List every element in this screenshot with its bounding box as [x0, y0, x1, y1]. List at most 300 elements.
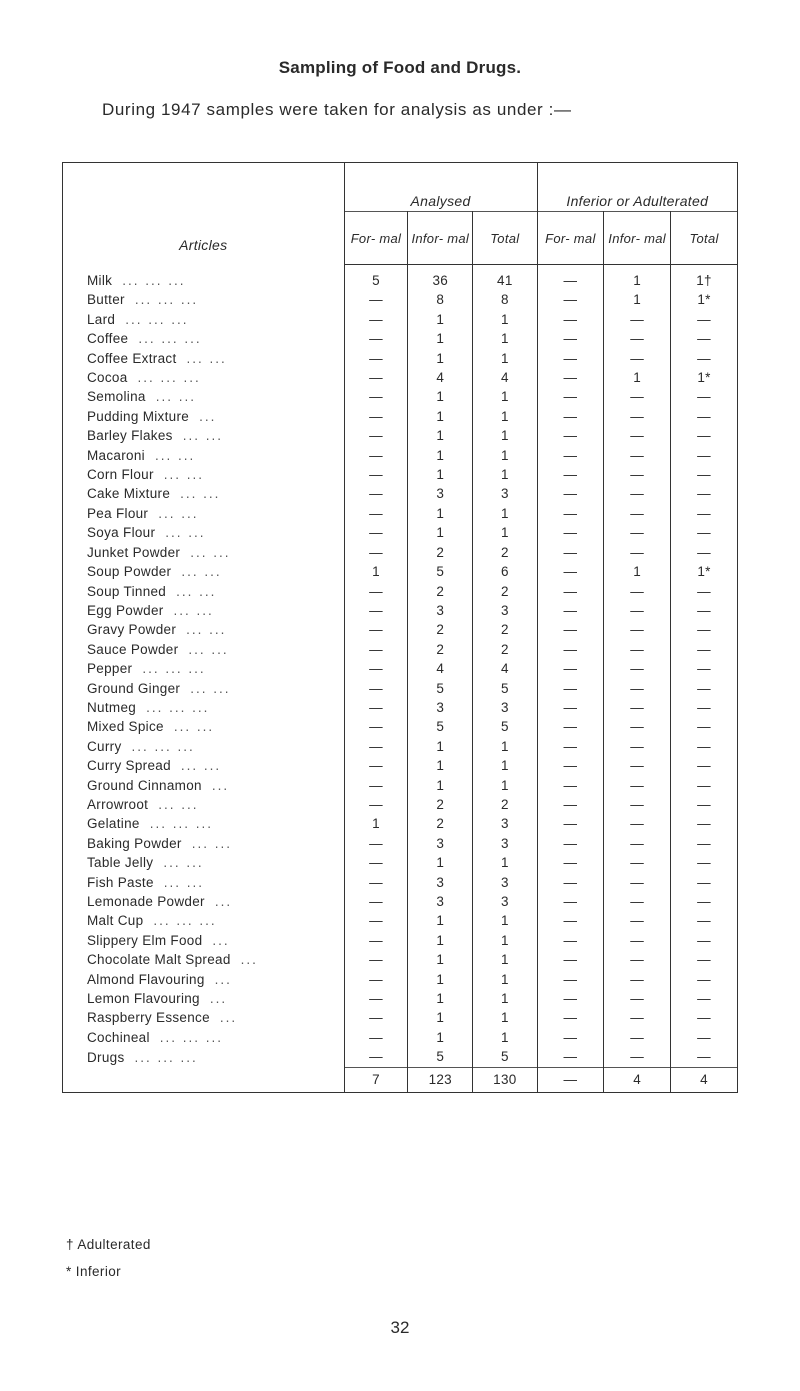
- cell-analysed-total: 5: [473, 717, 537, 736]
- leader-dots: ... ... ...: [125, 311, 189, 327]
- leader-dots: ... ... ...: [159, 1029, 224, 1045]
- cell-inferior-informal: —: [604, 426, 671, 445]
- cell-analysed-informal: 1: [408, 1028, 473, 1047]
- cell-inferior-informal: —: [604, 989, 671, 1008]
- article-cell: [63, 329, 345, 348]
- cell-analysed-informal: 1: [408, 853, 473, 872]
- article-name: Pudding Mixture: [87, 408, 190, 424]
- leader-dots: ... ...: [158, 505, 199, 521]
- header-inferior: Inferior or Adulterated: [537, 163, 737, 212]
- cell-analysed-total: 1: [473, 465, 537, 484]
- article-cell: [63, 1028, 345, 1047]
- cell-inferior-formal: —: [537, 873, 604, 892]
- article-cell: [63, 989, 345, 1008]
- article-name: Cochineal: [87, 1029, 150, 1045]
- cell-analysed-total: 1: [473, 310, 537, 329]
- page-title: Sampling of Food and Drugs.: [278, 58, 522, 77]
- cell-inferior-total: —: [671, 640, 738, 659]
- cell-analysed-formal: 1: [344, 814, 408, 833]
- article-name: Lemon Flavouring: [87, 991, 200, 1007]
- cell-analysed-informal: 1: [408, 989, 473, 1008]
- article-cell: [63, 659, 345, 678]
- cell-analysed-formal: —: [344, 640, 408, 659]
- leader-dots: ... ...: [154, 447, 196, 463]
- cell-analysed-total: 2: [473, 582, 537, 601]
- cell-inferior-formal: —: [537, 387, 604, 406]
- cell-analysed-informal: 5: [408, 679, 473, 698]
- cell-analysed-total: 2: [473, 620, 537, 639]
- header-analysed-informal: Infor- mal: [408, 212, 473, 265]
- leader-dots: ...: [211, 777, 230, 793]
- leader-dots: ... ...: [180, 486, 221, 502]
- total-inferior-total: 4: [671, 1067, 738, 1092]
- cell-analysed-total: 1: [473, 329, 537, 348]
- cell-inferior-informal: 1: [604, 265, 671, 291]
- cell-inferior-informal: —: [604, 601, 671, 620]
- table-row: [63, 679, 738, 698]
- cell-inferior-formal: —: [537, 446, 604, 465]
- cell-inferior-total: —: [671, 814, 738, 833]
- header-inferior-total: Total: [671, 212, 738, 265]
- cell-analysed-total: 41: [473, 265, 537, 291]
- cell-analysed-informal: 1: [408, 387, 473, 406]
- leader-dots: ... ... ...: [131, 738, 195, 754]
- cell-analysed-informal: 1: [408, 446, 473, 465]
- article-name: Soya Flour: [87, 525, 156, 541]
- article-name: Milk: [87, 272, 113, 288]
- total-inferior-informal: 4: [604, 1067, 671, 1092]
- cell-analysed-formal: —: [344, 543, 408, 562]
- cell-inferior-informal: —: [604, 737, 671, 756]
- article-name: Nutmeg: [87, 699, 137, 715]
- table-row: [63, 620, 738, 639]
- cell-inferior-total: —: [671, 970, 738, 989]
- leader-dots: ... ...: [165, 525, 206, 541]
- cell-inferior-formal: —: [537, 349, 604, 368]
- cell-analysed-informal: 3: [408, 873, 473, 892]
- cell-inferior-formal: —: [537, 814, 604, 833]
- header-analysed: Analysed: [344, 163, 537, 212]
- cell-inferior-total: —: [671, 679, 738, 698]
- cell-analysed-informal: 1: [408, 465, 473, 484]
- leader-dots: ... ...: [181, 564, 222, 580]
- cell-analysed-total: 3: [473, 892, 537, 911]
- article-name: Ground Ginger: [87, 680, 181, 696]
- cell-analysed-total: 1: [473, 911, 537, 930]
- cell-analysed-total: 4: [473, 659, 537, 678]
- totals-row: [63, 1067, 738, 1092]
- article-cell: [63, 679, 345, 698]
- cell-inferior-total: 1†: [671, 265, 738, 291]
- cell-analysed-informal: 1: [408, 911, 473, 930]
- cell-inferior-total: —: [671, 387, 738, 406]
- cell-analysed-formal: —: [344, 523, 408, 542]
- cell-analysed-formal: —: [344, 1008, 408, 1027]
- total-analysed-formal: 7: [344, 1067, 408, 1092]
- table-row: [63, 329, 738, 348]
- cell-inferior-informal: —: [604, 814, 671, 833]
- cell-analysed-total: 5: [473, 679, 537, 698]
- article-name: Gelatine: [87, 816, 140, 832]
- cell-analysed-formal: —: [344, 698, 408, 717]
- article-name: Pepper: [87, 661, 133, 677]
- cell-inferior-informal: 1: [604, 562, 671, 581]
- cell-inferior-total: —: [671, 504, 738, 523]
- cell-analysed-total: 1: [473, 853, 537, 872]
- table-row: [63, 911, 738, 930]
- leader-dots: ...: [240, 952, 258, 968]
- cell-inferior-informal: —: [604, 446, 671, 465]
- article-cell: [63, 911, 345, 930]
- leader-dots: ... ...: [163, 855, 204, 871]
- cell-analysed-formal: —: [344, 310, 408, 329]
- cell-inferior-total: —: [671, 349, 738, 368]
- cell-analysed-total: 1: [473, 349, 537, 368]
- cell-inferior-total: —: [671, 1028, 738, 1047]
- cell-inferior-informal: —: [604, 834, 671, 853]
- article-name: Barley Flakes: [87, 428, 173, 444]
- cell-inferior-informal: —: [604, 911, 671, 930]
- cell-inferior-formal: —: [537, 659, 604, 678]
- cell-inferior-formal: —: [537, 989, 604, 1008]
- cell-inferior-informal: —: [604, 329, 671, 348]
- table-row: [63, 853, 738, 872]
- intro-text: During 1947 samples were taken for analysis as under :—: [102, 100, 572, 119]
- table-row: [63, 265, 738, 291]
- cell-inferior-total: —: [671, 950, 738, 969]
- leader-dots: ...: [209, 991, 228, 1007]
- article-cell: [63, 834, 345, 853]
- article-name: Curry: [87, 738, 122, 754]
- article-cell: [63, 970, 345, 989]
- total-inferior-formal: —: [537, 1067, 604, 1092]
- cell-inferior-formal: —: [537, 290, 604, 309]
- cell-inferior-total: —: [671, 582, 738, 601]
- leader-dots: ... ... ...: [142, 661, 206, 677]
- cell-analysed-informal: 1: [408, 310, 473, 329]
- cell-inferior-formal: —: [537, 620, 604, 639]
- article-cell: [63, 931, 345, 950]
- cell-inferior-total: —: [671, 543, 738, 562]
- cell-analysed-informal: 1: [408, 1008, 473, 1027]
- leader-dots: ... ...: [158, 796, 199, 812]
- article-cell: [63, 795, 345, 814]
- article-name: Curry Spread: [87, 758, 171, 774]
- cell-analysed-total: 5: [473, 1047, 537, 1067]
- cell-analysed-total: 1: [473, 1008, 537, 1027]
- table-row: [63, 931, 738, 950]
- cell-analysed-informal: 1: [408, 407, 473, 426]
- cell-analysed-total: 1: [473, 407, 537, 426]
- cell-inferior-total: —: [671, 717, 738, 736]
- cell-inferior-formal: —: [537, 795, 604, 814]
- cell-analysed-total: 2: [473, 543, 537, 562]
- cell-inferior-total: —: [671, 1047, 738, 1067]
- cell-inferior-informal: —: [604, 465, 671, 484]
- leader-dots: ... ...: [190, 680, 231, 696]
- cell-inferior-formal: —: [537, 737, 604, 756]
- cell-analysed-formal: —: [344, 873, 408, 892]
- cell-inferior-informal: —: [604, 620, 671, 639]
- cell-inferior-formal: —: [537, 892, 604, 911]
- cell-analysed-formal: —: [344, 387, 408, 406]
- cell-analysed-formal: —: [344, 950, 408, 969]
- cell-analysed-total: 1: [473, 446, 537, 465]
- article-cell: [63, 640, 345, 659]
- table-row: [63, 776, 738, 795]
- leader-dots: ... ... ...: [146, 699, 210, 715]
- article-cell: [63, 562, 345, 581]
- cell-analysed-informal: 1: [408, 776, 473, 795]
- cell-analysed-informal: 2: [408, 620, 473, 639]
- cell-inferior-total: 1*: [671, 562, 738, 581]
- leader-dots: ... ...: [190, 544, 231, 560]
- article-name: Sauce Powder: [87, 641, 179, 657]
- article-name: Chocolate Malt Spread: [87, 952, 231, 968]
- cell-inferior-total: —: [671, 853, 738, 872]
- article-cell: [63, 543, 345, 562]
- cell-inferior-formal: —: [537, 426, 604, 445]
- page-number: 32: [390, 1318, 410, 1337]
- article-cell: [63, 892, 345, 911]
- article-cell: [63, 484, 345, 503]
- cell-inferior-formal: —: [537, 407, 604, 426]
- cell-inferior-informal: —: [604, 582, 671, 601]
- cell-inferior-informal: —: [604, 756, 671, 775]
- cell-analysed-formal: —: [344, 349, 408, 368]
- article-cell: [63, 582, 345, 601]
- cell-inferior-informal: —: [604, 931, 671, 950]
- cell-analysed-total: 3: [473, 484, 537, 503]
- cell-inferior-total: —: [671, 446, 738, 465]
- cell-inferior-total: —: [671, 484, 738, 503]
- cell-inferior-informal: —: [604, 349, 671, 368]
- table-row: [63, 368, 738, 387]
- cell-inferior-total: —: [671, 737, 738, 756]
- cell-inferior-formal: —: [537, 329, 604, 348]
- cell-inferior-formal: —: [537, 484, 604, 503]
- cell-analysed-informal: 3: [408, 601, 473, 620]
- cell-analysed-total: 1: [473, 737, 537, 756]
- leader-dots: ... ... ...: [153, 913, 217, 929]
- article-cell: [63, 601, 345, 620]
- cell-analysed-informal: 2: [408, 582, 473, 601]
- cell-analysed-informal: 1: [408, 349, 473, 368]
- cell-analysed-formal: —: [344, 446, 408, 465]
- article-cell: [63, 1047, 345, 1067]
- cell-analysed-formal: —: [344, 659, 408, 678]
- header-inferior-formal: For- mal: [537, 212, 604, 265]
- cell-inferior-informal: —: [604, 640, 671, 659]
- article-cell: [63, 465, 345, 484]
- cell-analysed-formal: —: [344, 970, 408, 989]
- article-name: Cake Mixture: [87, 486, 171, 502]
- table-row: [63, 446, 738, 465]
- cell-analysed-total: 2: [473, 795, 537, 814]
- cell-inferior-formal: —: [537, 756, 604, 775]
- total-analysed-total: 130: [473, 1067, 537, 1092]
- article-cell: [63, 1008, 345, 1027]
- leader-dots: ...: [219, 1010, 238, 1026]
- cell-analysed-total: 1: [473, 950, 537, 969]
- cell-analysed-total: 1: [473, 1028, 537, 1047]
- cell-inferior-informal: —: [604, 717, 671, 736]
- cell-analysed-formal: —: [344, 484, 408, 503]
- table-row: [63, 834, 738, 853]
- cell-inferior-informal: —: [604, 543, 671, 562]
- cell-analysed-formal: —: [344, 892, 408, 911]
- cell-inferior-formal: —: [537, 853, 604, 872]
- cell-analysed-informal: 5: [408, 562, 473, 581]
- cell-inferior-formal: —: [537, 310, 604, 329]
- cell-inferior-formal: —: [537, 582, 604, 601]
- article-name: Drugs: [87, 1049, 125, 1065]
- leader-dots: ...: [212, 932, 230, 948]
- cell-inferior-total: 1*: [671, 368, 738, 387]
- cell-inferior-formal: —: [537, 640, 604, 659]
- cell-analysed-informal: 5: [408, 717, 473, 736]
- article-cell: [63, 407, 345, 426]
- article-cell: [63, 717, 345, 736]
- article-name: Junket Powder: [87, 544, 181, 560]
- cell-analysed-formal: —: [344, 1028, 408, 1047]
- cell-inferior-informal: —: [604, 795, 671, 814]
- cell-analysed-formal: —: [344, 737, 408, 756]
- cell-inferior-formal: —: [537, 368, 604, 387]
- cell-analysed-formal: —: [344, 679, 408, 698]
- cell-inferior-informal: —: [604, 970, 671, 989]
- cell-analysed-formal: —: [344, 329, 408, 348]
- article-name: Gravy Powder: [87, 622, 177, 638]
- article-cell: [63, 756, 345, 775]
- cell-inferior-formal: —: [537, 562, 604, 581]
- cell-inferior-total: —: [671, 989, 738, 1008]
- cell-inferior-total: —: [671, 892, 738, 911]
- table-row: [63, 717, 738, 736]
- cell-analysed-formal: —: [344, 504, 408, 523]
- cell-inferior-formal: —: [537, 950, 604, 969]
- leader-dots: ... ... ...: [122, 272, 186, 288]
- cell-inferior-total: —: [671, 620, 738, 639]
- cell-analysed-informal: 1: [408, 756, 473, 775]
- cell-inferior-formal: —: [537, 911, 604, 930]
- table-row: [63, 465, 738, 484]
- cell-analysed-formal: —: [344, 834, 408, 853]
- article-name: Coffee Extract: [87, 350, 177, 366]
- article-cell: [63, 776, 345, 795]
- cell-analysed-informal: 1: [408, 950, 473, 969]
- article-name: Macaroni: [87, 447, 145, 463]
- header-analysed-formal: For- mal: [344, 212, 408, 265]
- article-name: Fish Paste: [87, 874, 154, 890]
- samples-table: [62, 162, 738, 1093]
- cell-analysed-informal: 1: [408, 329, 473, 348]
- cell-inferior-total: —: [671, 465, 738, 484]
- table-row: [63, 504, 738, 523]
- cell-analysed-formal: —: [344, 931, 408, 950]
- leader-dots: ... ...: [176, 583, 217, 599]
- cell-inferior-informal: —: [604, 776, 671, 795]
- table-row: [63, 698, 738, 717]
- cell-analysed-formal: —: [344, 290, 408, 309]
- cell-analysed-total: 8: [473, 290, 537, 309]
- cell-inferior-total: —: [671, 601, 738, 620]
- leader-dots: ...: [214, 894, 233, 909]
- cell-inferior-total: 1*: [671, 290, 738, 309]
- cell-analysed-informal: 1: [408, 737, 473, 756]
- cell-inferior-total: —: [671, 931, 738, 950]
- article-name: Lard: [87, 311, 116, 327]
- leader-dots: ... ... ...: [149, 816, 213, 832]
- cell-analysed-total: 3: [473, 698, 537, 717]
- article-cell: [63, 873, 345, 892]
- cell-inferior-informal: —: [604, 679, 671, 698]
- article-cell: [63, 426, 345, 445]
- article-name: Semolina: [87, 389, 146, 405]
- cell-inferior-formal: —: [537, 1028, 604, 1047]
- table-row: [63, 543, 738, 562]
- leader-dots: ... ... ...: [134, 1049, 198, 1065]
- table-row: [63, 310, 738, 329]
- article-name: Mixed Spice: [87, 719, 164, 735]
- cell-inferior-total: —: [671, 756, 738, 775]
- cell-inferior-informal: —: [604, 1028, 671, 1047]
- table-row: [63, 1008, 738, 1027]
- cell-inferior-formal: —: [537, 1008, 604, 1027]
- table-row: [63, 795, 738, 814]
- cell-inferior-informal: —: [604, 310, 671, 329]
- cell-analysed-formal: —: [344, 756, 408, 775]
- leader-dots: ... ...: [163, 467, 205, 483]
- article-cell: [63, 950, 345, 969]
- totals-label: [63, 1067, 345, 1092]
- cell-analysed-formal: —: [344, 601, 408, 620]
- cell-inferior-informal: —: [604, 892, 671, 911]
- article-name: Soup Powder: [87, 564, 172, 580]
- leader-dots: ...: [214, 971, 232, 987]
- leader-dots: ... ... ...: [134, 292, 199, 308]
- cell-inferior-total: —: [671, 523, 738, 542]
- table-row: [63, 873, 738, 892]
- cell-inferior-informal: —: [604, 484, 671, 503]
- leader-dots: ... ...: [186, 350, 227, 366]
- cell-inferior-total: —: [671, 698, 738, 717]
- cell-inferior-total: —: [671, 659, 738, 678]
- cell-analysed-total: 1: [473, 426, 537, 445]
- article-name: Butter: [87, 292, 125, 308]
- cell-analysed-informal: 3: [408, 698, 473, 717]
- cell-analysed-formal: —: [344, 853, 408, 872]
- table-row: [63, 659, 738, 678]
- table-row: [63, 426, 738, 445]
- cell-inferior-formal: —: [537, 679, 604, 698]
- table-row: [63, 582, 738, 601]
- cell-analysed-total: 1: [473, 387, 537, 406]
- table-row: [63, 387, 738, 406]
- article-name: Malt Cup: [87, 913, 144, 929]
- table-row: [63, 407, 738, 426]
- cell-analysed-informal: 1: [408, 426, 473, 445]
- cell-analysed-informal: 2: [408, 543, 473, 562]
- cell-inferior-total: —: [671, 407, 738, 426]
- cell-inferior-informal: —: [604, 387, 671, 406]
- article-cell: [63, 310, 345, 329]
- cell-analysed-formal: —: [344, 717, 408, 736]
- cell-analysed-informal: 1: [408, 504, 473, 523]
- table-row: [63, 989, 738, 1008]
- article-cell: [63, 523, 345, 542]
- cell-analysed-formal: 1: [344, 562, 408, 581]
